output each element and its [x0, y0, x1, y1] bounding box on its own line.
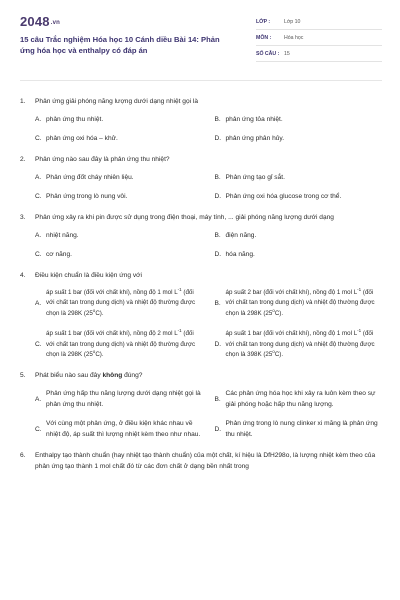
question-text: Điều kiện chuẩn là điều kiện ứng với — [35, 272, 142, 279]
option-letter: A. — [35, 300, 42, 308]
question-number: 2. — [20, 156, 26, 163]
question-text: Phản ứng giải phóng năng lượng dưới dạng nhiệt gọi là — [35, 98, 199, 105]
option-b[interactable] — [215, 114, 383, 125]
meta-row-subject — [256, 30, 382, 46]
meta-key: LỚP : — [256, 18, 271, 25]
option-b[interactable] — [215, 288, 383, 319]
option-letter: B. — [214, 395, 221, 403]
meta-row-class — [256, 14, 382, 30]
options — [35, 114, 382, 144]
option-letter: A. — [35, 174, 42, 181]
meta-table — [256, 14, 382, 62]
option-text: áp suất 1 bar (đối với chất khí), nồng độ 1 mol $L^{-1}$ (đối với chất tan trong dung dịch) và nhiệt độ thường được chọn là 398K (25$^o$C). — [225, 328, 375, 359]
option-letter: B. — [214, 300, 221, 308]
option-b[interactable] — [215, 230, 383, 241]
option-c[interactable] — [35, 329, 203, 360]
question-number: 3. — [20, 214, 26, 221]
option-letter: C. — [35, 135, 42, 142]
options — [35, 230, 382, 260]
option-text: nhiệt năng. — [46, 232, 79, 239]
question-text: Phản ứng xảy ra khi pin được sử dụng trong điện thoại, máy tính, ... giải phóng năng lượng dưới dạng — [35, 214, 334, 221]
option-letter: C. — [35, 193, 42, 200]
option-text: Phản ứng trong lò nung vôi. — [46, 193, 128, 200]
page-title: 15 câu Trắc nghiệm Hóa học 10 Cánh diều Bài 14: Phản ứng hóa học và enthalpy có đáp án — [20, 35, 220, 55]
site-logo[interactable] — [20, 14, 60, 29]
option-text: Phản ứng trong lò nung clinker xi măng là phản ứng thu nhiệt. — [225, 420, 378, 439]
option-text: phản ứng tỏa nhiệt. — [225, 116, 283, 123]
options — [35, 288, 382, 360]
logo-text: 2048 — [20, 14, 50, 29]
option-text: áp suất 1 bar (đối với chất khí), nồng độ 1 mol $L^{-1}$ (đối với chất tan trong dung dịch) và nhiệt độ thường được chọn là 298K (25$^o$C). — [46, 286, 196, 317]
option-d[interactable] — [215, 249, 383, 260]
option-c[interactable] — [35, 249, 203, 260]
header-divider — [20, 80, 382, 81]
meta-value: Hóa học — [284, 34, 304, 41]
option-a[interactable] — [35, 114, 203, 125]
option-letter: D. — [214, 193, 222, 200]
option-text: cơ năng. — [46, 251, 72, 258]
question-list — [20, 96, 382, 482]
option-text: phản ứng thu nhiệt. — [46, 116, 104, 123]
option-text: Phản ứng tạo gỉ sắt. — [225, 174, 285, 181]
logo-tld: .vn — [50, 19, 61, 26]
question-1 — [20, 96, 382, 144]
option-d[interactable] — [215, 191, 383, 202]
question-2 — [20, 154, 382, 202]
option-c[interactable] — [35, 418, 203, 440]
option-text: áp suất 2 bar (đối với chất khí), nồng độ 1 mol $L^{-1}$ (đối với chất tan trong dung dịch) và nhiệt độ thường được chọn là 298K (25$^o$C). — [225, 286, 375, 317]
option-letter: B. — [214, 174, 221, 181]
meta-value: 15 — [284, 50, 290, 57]
option-a[interactable] — [35, 388, 203, 410]
question-3 — [20, 212, 382, 260]
option-d[interactable] — [215, 329, 383, 360]
meta-value: Lớp 10 — [284, 18, 301, 25]
option-a[interactable] — [35, 288, 203, 319]
question-text: Phản ứng nào sau đây là phản ứng thu nhiệt? — [35, 156, 170, 163]
option-text: phản ứng phân hủy. — [225, 135, 285, 142]
option-letter: A. — [35, 395, 42, 403]
question-number: 5. — [20, 372, 26, 380]
option-text: Với cùng một phản ứng, ở điều kiện khác nhau về nhiệt độ, áp suất thì lượng nhiệt kèm theo như nhau. — [46, 420, 201, 439]
meta-key: MÔN : — [256, 34, 272, 41]
option-c[interactable] — [35, 133, 203, 144]
option-b[interactable] — [215, 388, 383, 410]
option-letter: A. — [35, 232, 42, 239]
option-letter: A. — [35, 116, 42, 123]
option-text: hóa năng. — [225, 251, 255, 258]
question-number: 1. — [20, 98, 26, 105]
option-letter: C. — [35, 341, 42, 349]
options — [35, 172, 382, 202]
option-text: điện năng. — [225, 232, 257, 239]
option-letter: D. — [214, 251, 222, 258]
question-number: 4. — [20, 272, 26, 279]
meta-key: SỐ CÂU : — [256, 50, 280, 57]
option-c[interactable] — [35, 191, 203, 202]
option-letter: D. — [214, 135, 222, 142]
option-text: Các phản ứng hóa học khi xảy ra luôn kèm theo sự giải phóng hoặc hấp thu năng lượng. — [225, 390, 376, 409]
option-letter: C. — [35, 251, 42, 258]
option-letter: C. — [35, 425, 42, 433]
option-a[interactable] — [35, 172, 203, 183]
question-text: Enthalpy tạo thành chuẩn (hay nhiệt tạo thành chuẩn) của một chất, kí hiệu là DfH298o, là lượng nhiệt kèm theo của phản ứng tạo thành 1 mol chất đó từ các đơn chất ở dạng bền nhất trong — [35, 452, 376, 471]
options — [35, 388, 382, 440]
emphasis-not: không — [102, 372, 123, 380]
question-4 — [20, 270, 382, 360]
option-letter: D. — [214, 341, 222, 349]
option-text: áp suất 1 bar (đối với chất khí), nồng độ 2 mol $L^{-1}$ (đối với chất tan trong dung dịch) và nhiệt độ thường được chọn là 298K (25$^o$C). — [46, 328, 196, 359]
option-b[interactable] — [215, 172, 383, 183]
option-text: Phản ứng oxi hóa glucose trong cơ thể. — [225, 193, 342, 200]
option-d[interactable] — [215, 418, 383, 440]
option-text: Phản ứng hấp thu năng lượng dưới dạng nhiệt gọi là phản ứng thu nhiệt. — [46, 390, 201, 409]
option-text: phản ứng oxi hóa – khử. — [46, 135, 118, 142]
question-5 — [20, 370, 382, 440]
meta-row-count — [256, 46, 382, 62]
question-number: 6. — [20, 452, 26, 460]
question-6 — [20, 450, 382, 472]
option-letter: D. — [214, 425, 222, 433]
question-text: Phát biểu nào sau đây không đúng? — [35, 372, 143, 380]
option-letter: B. — [214, 232, 221, 239]
page-header — [20, 14, 382, 76]
option-a[interactable] — [35, 230, 203, 241]
option-letter: B. — [214, 116, 221, 123]
option-d[interactable] — [215, 133, 383, 144]
option-text: Phản ứng đốt cháy nhiên liệu. — [46, 174, 134, 181]
